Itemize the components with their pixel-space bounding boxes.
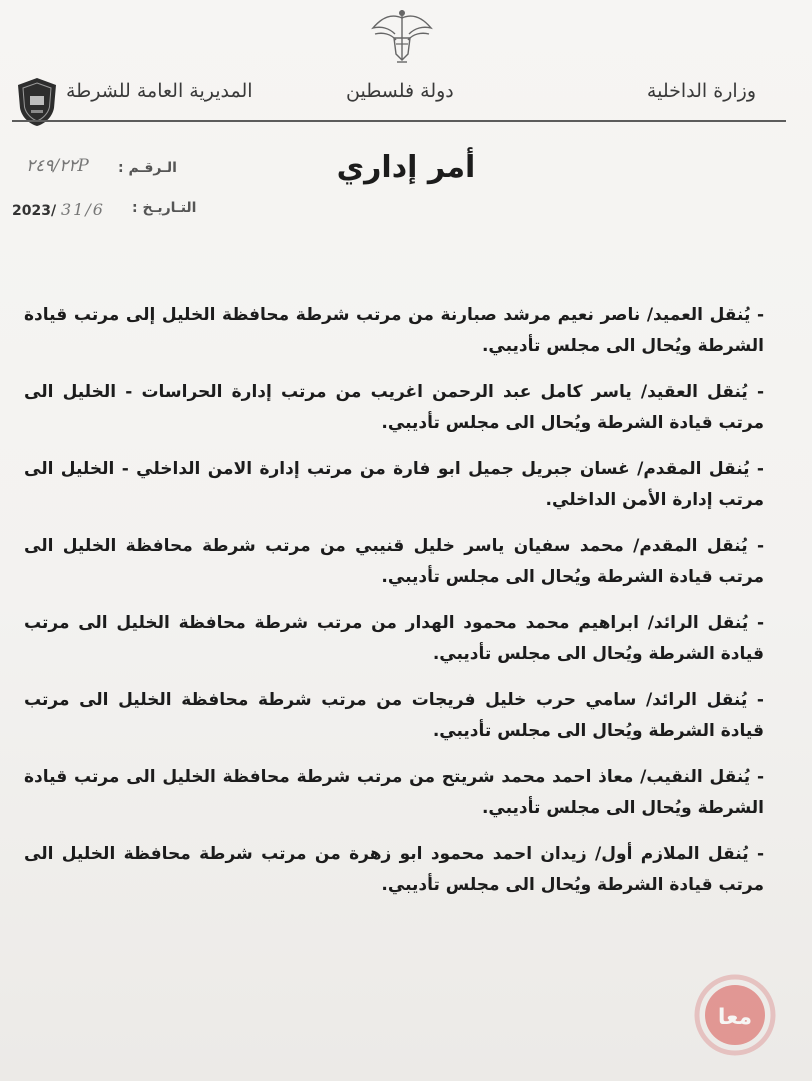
ministry-header: وزارة الداخلية xyxy=(646,80,756,102)
order-item: - يُنقل النقيب/ معاذ احمد محمد شريتح من مرتب شرطة محافظة الخليل الى مرتب قيادة الشرطة ويُحال الى مجلس تأديبي. xyxy=(24,767,764,818)
reference-label: الـرقـم : xyxy=(118,160,177,176)
order-item: - يُنقل العقيد/ ياسر كامل عبد الرحمن اغريب من مرتب إدارة الحراسات - الخليل الى مرتب قيادة الشرطة ويُحال الى مجلس تأديبي. xyxy=(24,382,764,433)
maan-watermark-icon xyxy=(694,974,776,1056)
watermark-text: معا xyxy=(717,1005,753,1030)
order-item: - يُنقل الرائد/ ابراهيم محمد محمود الهدار من مرتب شرطة محافظة الخليل الى مرتب قيادة الشرطة ويُحال الى مجلس تأديبي. xyxy=(24,613,764,664)
order-item: - يُنقل الرائد/ سامي حرب خليل فريجات من مرتب شرطة محافظة الخليل الى مرتب قيادة الشرطة ويُحال الى مجلس تأديبي. xyxy=(24,690,764,741)
order-item: - يُنقل المقدم/ محمد سفيان ياسر خليل قنيبي من مرتب شرطة محافظة الخليل الى مرتب قيادة الشرطة ويُحال الى مجلس تأديبي. xyxy=(24,536,764,587)
palestine-eagle-icon xyxy=(363,4,441,68)
order-item: - يُنقل العميد/ ناصر نعيم مرشد صبارنة من مرتب شرطة محافظة الخليل إلى مرتب قيادة الشرطة ويُحال الى مجلس تأديبي. xyxy=(24,305,764,356)
date-value xyxy=(12,200,105,219)
order-item: - يُنقل الملازم أول/ زيدان احمد محمود ابو زهرة من مرتب شرطة محافظة الخليل الى مرتب قيادة الشرطة ويُحال الى مجلس تأديبي. xyxy=(24,844,764,895)
reference-value: ٢٤٩/٢٢P xyxy=(26,156,91,176)
document-title: أمر إداري xyxy=(336,150,476,185)
header-divider xyxy=(12,120,786,122)
date-label: التـاريـخ : xyxy=(132,200,197,216)
date-handwritten: 31/6 xyxy=(60,200,105,219)
state-header: دولة فلسطين xyxy=(346,80,454,102)
order-item: - يُنقل المقدم/ غسان جبريل جميل ابو فارة من مرتب إدارة الامن الداخلي - الخليل الى مرتب إدارة الأمن الداخلي. xyxy=(24,459,764,510)
date-year: 2023/ xyxy=(12,203,57,219)
police-directorate-header: المديرية العامة للشرطة xyxy=(66,80,253,102)
orders-list xyxy=(24,300,764,916)
